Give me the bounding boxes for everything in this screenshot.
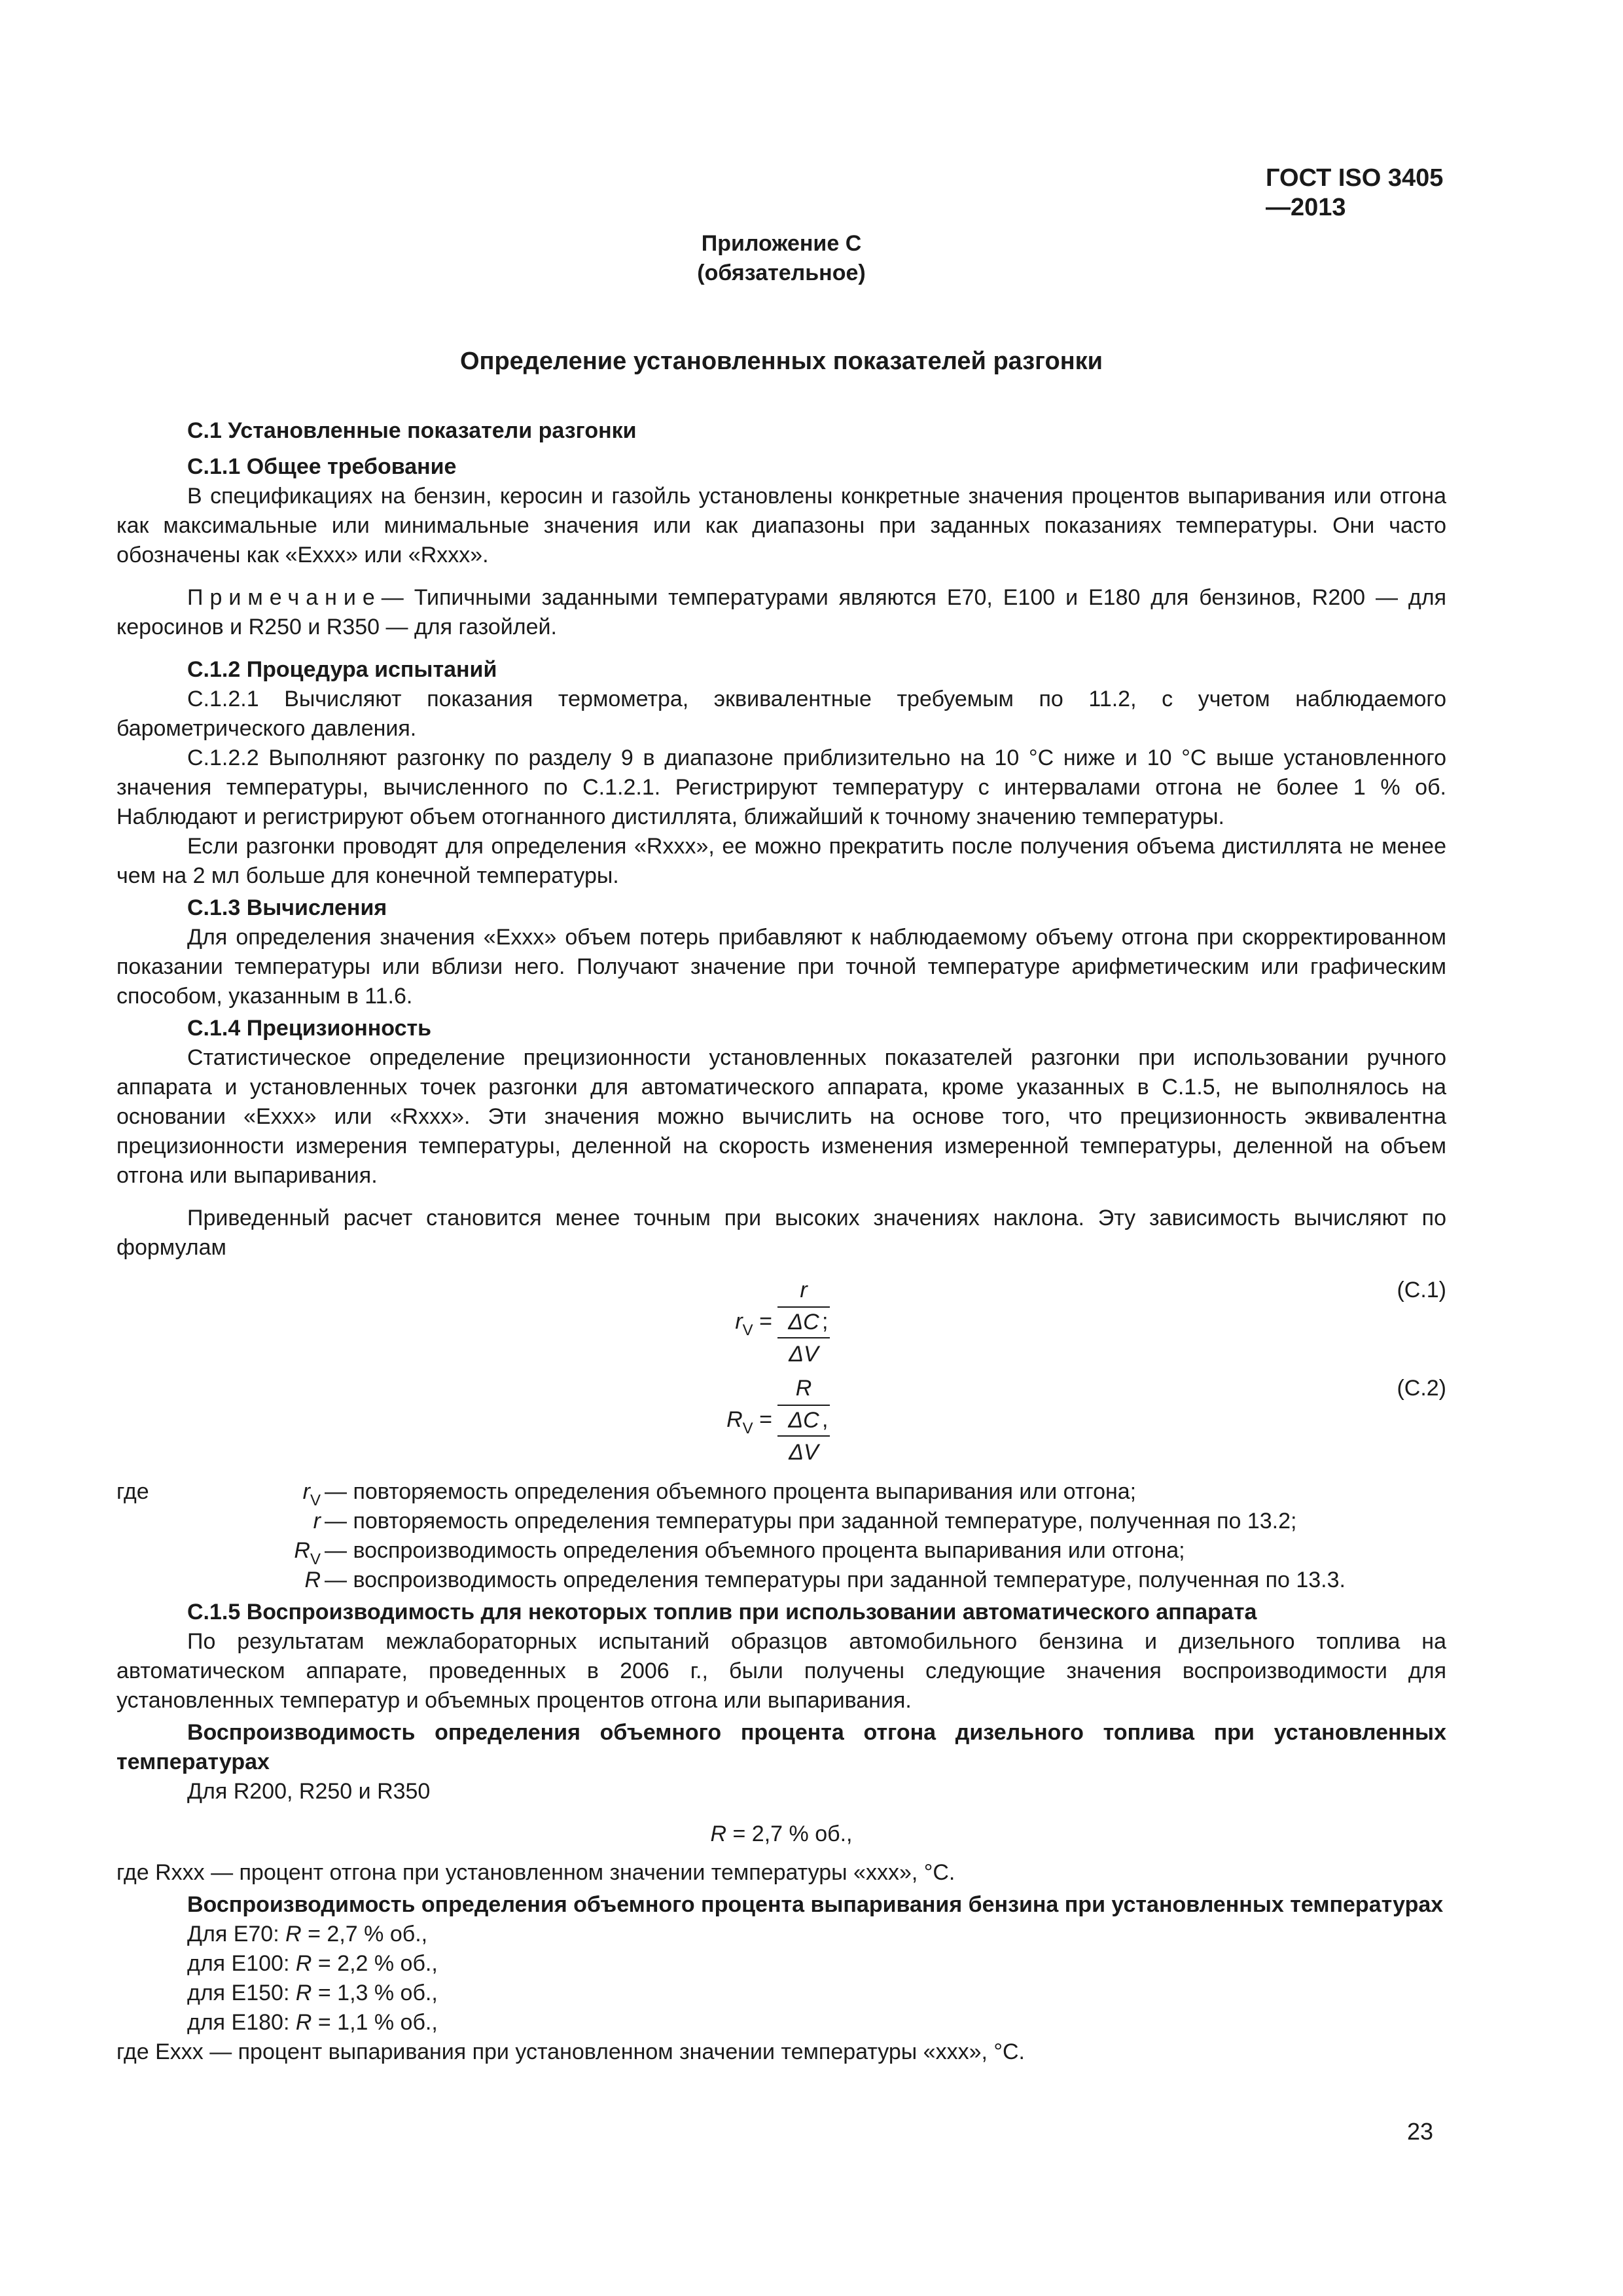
paragraph-c14: Статистическое определение прецизионности установленных показателей разгонки при использовании ручного аппарата и установленных точек разгонки для автоматического аппарата, кроме указанных в С.1.5, не выполнялось на основании «Exxx» или «Rxxx». Эти значения можно вычислить на основе того, что прецизионность эквивалентна прецизионности измерения температуры, деленной на скорость изменения измеренной температуры, деленной на объем отгона или выпаривания.	[116, 1045, 1446, 1188]
note-text: — Типичными заданными температурами являются Е70, Е100 и Е180 для бензинов, R200 — для керосинов и R250 и R350 — для газойлей.	[116, 585, 1446, 639]
heading-c14: С.1.4 Прецизионность	[187, 1016, 432, 1041]
paragraph-c122b: Если разгонки проводят для определения «Rxxx», ее можно прекратить после получения объема дистиллята не менее чем на 2 мл больше для конечной температуры.	[116, 834, 1446, 888]
symbol-definitions	[116, 1477, 1446, 1595]
heading-petrol: Воспроизводимость определения объемного процента выпаривания бензина при установленных температурах	[187, 1892, 1444, 1917]
where-label: где	[116, 1479, 149, 1504]
definition-row: r — повторяемость определения температуры при заданной температуре, полученная по 13.2;	[313, 1509, 1297, 1534]
paragraph-c14b: Приведенный расчет становится менее точным при высоких значениях наклона. Эту зависимость вычисляют по формулам	[116, 1206, 1446, 1260]
formula-lhs: $r_V$ =	[735, 1309, 772, 1339]
heading-c1: С.1 Установленные показатели разгонки	[187, 418, 637, 443]
body-text	[116, 414, 1446, 2067]
annex-title: Приложение С	[701, 231, 862, 256]
paragraph-c15: По результатам межлабораторных испытаний образцов автомобильного бензина и дизельного топлива на автоматическом аппарате, проведенных в 2006 г., были получены следующие значения воспроизводимости для установленных температур и объемных процентов отгона или выпаривания.	[116, 1629, 1446, 1713]
paragraph-c121: С.1.2.1 Вычисляют показания термометра, эквивалентные требуемым по 11.2, с учетом наблюдаемого барометрического давления.	[116, 687, 1446, 741]
main-title: Определение установленных показателей разгонки	[459, 348, 1103, 375]
petrol-value: Для Е70: R = 2,7 % об.,	[187, 1922, 428, 1946]
petrol-where: где Exxx — процент выпаривания при установленном значении температуры «xxx», °С.	[116, 2039, 1025, 2064]
standard-designation: ГОСТ ISO 3405—2013	[1266, 164, 1444, 221]
heading-diesel: Воспроизводимость определения объемного процента отгона дизельного топлива при установленных температурах	[116, 1720, 1446, 1774]
formula-fraction: r ΔC ΔV	[777, 1276, 830, 1369]
diesel-scope: Для R200, R250 и R350	[187, 1779, 431, 1804]
formula-lhs: $R_V$ =	[726, 1407, 772, 1437]
heading-c12: С.1.2 Процедура испытаний	[187, 657, 497, 682]
heading-c13: С.1.3 Вычисления	[187, 895, 387, 920]
formula-number: (C.1)	[1397, 1278, 1446, 1302]
petrol-value: для Е150: R = 1,3 % об.,	[187, 1981, 438, 2005]
note	[116, 583, 1446, 642]
definition-row: $R_V$ — воспроизводимость определения объемного процента выпаривания или отгона;	[294, 1538, 1185, 1568]
paragraph-c11: В спецификациях на бензин, керосин и газойль установлены конкретные значения процентов выпаривания или отгона как максимальные или минимальные значения или как диапазоны при заданных показаниях температуры. Они часто обозначены как «Exxx» или «Rxxx».	[116, 484, 1446, 567]
formula-fraction: R ΔC ΔV	[777, 1374, 830, 1467]
diesel-formula: R = 2,7 % об.,	[710, 1821, 853, 1846]
formula-c1	[116, 1276, 1446, 1374]
diesel-where: где Rxxx — процент отгона при установленном значении температуры «xxx», °С.	[116, 1860, 955, 1885]
formula-punct: ;	[822, 1309, 829, 1334]
heading-c15: С.1.5 Воспроизводимость для некоторых топлив при использовании автоматического аппарата	[187, 1600, 1257, 1624]
formula-number: (C.2)	[1397, 1376, 1446, 1401]
petrol-value: для Е100: R = 2,2 % об.,	[187, 1951, 438, 1976]
heading-c11: С.1.1 Общее требование	[187, 454, 457, 479]
paragraph-c13: Для определения значения «Exxx» объем потерь прибавляют к наблюдаемому объему отгона при скорректированном показании температуры или вблизи него. Получают значение при точной температуре арифметическим или графическим способом, указанным в 11.6.	[116, 925, 1446, 1009]
formula-punct: ,	[822, 1407, 829, 1432]
annex-heading	[116, 229, 1446, 288]
paragraph-c122: С.1.2.2 Выполняют разгонку по разделу 9 в диапазоне приблизительно на 10 °С ниже и 10 °С выше установленного значения температуры, вычисленного по С.1.2.1. Регистрируют температуру с интервалами отгона не более 1 % об. Наблюдают и регистрируют объем отогнанного дистиллята, ближайший к точному значению температуры.	[116, 745, 1446, 829]
definition-row: где $r_V$ — повторяемость определения объемного процента выпаривания или отгона;	[116, 1477, 1446, 1507]
petrol-value: для Е180: R = 1,1 % об.,	[187, 2010, 438, 2035]
annex-status: (обязательное)	[697, 260, 866, 285]
note-label: Примечание	[187, 585, 382, 610]
formula-c2	[116, 1374, 1446, 1472]
page-number: 23	[1407, 2118, 1434, 2145]
definition-row: R — воспроизводимость определения температуры при заданной температуре, полученная по 13.3.	[304, 1568, 1346, 1592]
